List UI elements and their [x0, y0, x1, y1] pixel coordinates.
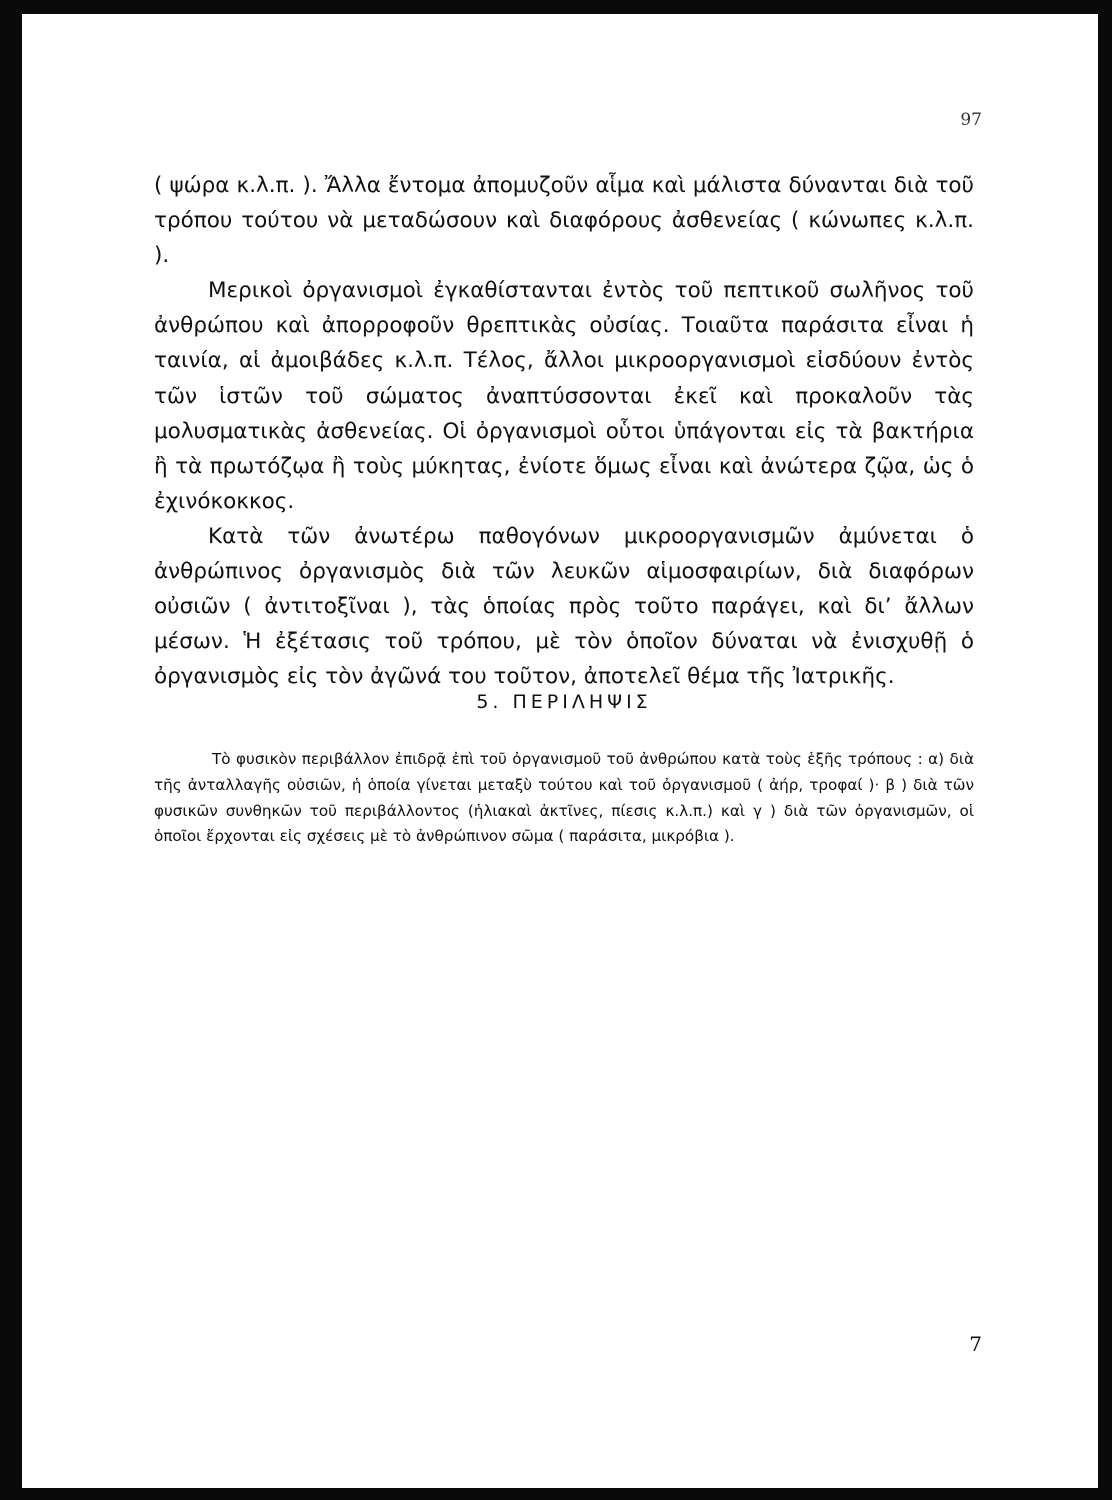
page-number-top: 97 — [960, 110, 982, 130]
summary-block — [154, 747, 974, 850]
page-number-bottom: 7 — [969, 1332, 982, 1356]
section-heading: 5. ΠΕΡΙΛΗΨΙΣ — [476, 691, 652, 713]
paragraph-3: Κατὰ τῶν ἀνωτέρω παθογόνων μικροοργανισμῶν ἀμύνεται ὁ ἀνθρώπινος ὀργανισμὸς διὰ τῶν λευκῶν αἱμοσφαιρίων, διὰ διαφόρων οὐσιῶν ( ἀντιτοξῖναι ), τὰς ὁποίας πρὸς τοῦτο παράγει, καὶ δι’ ἄλλων μέσων. Ἡ ἐξέτασις τοῦ τρόπου, μὲ τὸν ὁποῖον δύναται νὰ ἐνισχυθῇ ὁ ὀργανισμὸς εἰς τὸν ἀγῶνά του τοῦτον, ἀποτελεῖ θέμα τῆς Ἰατρικῆς. — [154, 523, 974, 690]
summary-paragraph: Τὸ φυσικὸν περιβάλλον ἐπιδρᾷ ἐπὶ τοῦ ὀργανισμοῦ τοῦ ἀνθρώπου κατὰ τοὺς ἑξῆς τρόπους : α) διὰ τῆς ἀνταλλαγῆς οὐσιῶν, ἡ ὁποία γίνεται μεταξὺ τούτου καὶ τοῦ ὀργανισμοῦ ( ἀήρ, τροφαί )· β ) διὰ τῶν φυσικῶν συνθηκῶν τοῦ περιβάλλοντος (ἡλιακαὶ ἀκτῖνες, πίεσις κ.λ.π.) καὶ γ ) διὰ τῶν ὀργανισμῶν, οἱ ὁποῖοι ἔρχονται εἰς σχέσεις μὲ τὸ ἀνθρώπινον σῶμα ( παράσιτα, μικρόβια ). — [154, 750, 974, 846]
paragraph-2: Μερικοὶ ὀργανισμοὶ ἐγκαθίστανται ἐντὸς τοῦ πεπτικοῦ σωλῆνος τοῦ ἀνθρώπου καὶ ἀπορροφοῦν θρεπτικὰς οὐσίας. Τοιαῦτα παράσιτα εἶναι ἡ ταινία, αἱ ἀμοιβάδες κ.λ.π. Τέλος, ἄλλοι μικροοργανισμοὶ εἰσδύουν ἐντὸς τῶν ἱστῶν τοῦ σώματος ἀναπτύσσονται ἐκεῖ καὶ προκαλοῦν τὰς μολυσματικὰς ἀσθενείας. Οἱ ὀργανισμοὶ οὗτοι ὑπάγονται εἰς τὰ βακτήρια ἢ τὰ πρωτόζῳα ἢ τοὺς μύκητας, ἐνίοτε ὅμως εἶναι καὶ ἀνώτερα ζῷα, ὡς ὁ ἐχινόκοκκος. — [154, 278, 974, 514]
paragraph-1: ( ψώρα κ.λ.π. ). Ἄλλα ἔντομα ἀπομυζοῦν αἷμα καὶ μάλιστα δύνανται διὰ τοῦ τρόπου τούτου νὰ μεταδώσουν καὶ διαφόρους ἀσθενείας ( κώνωπες κ.λ.π. ). — [154, 173, 974, 269]
body-text — [154, 168, 974, 694]
